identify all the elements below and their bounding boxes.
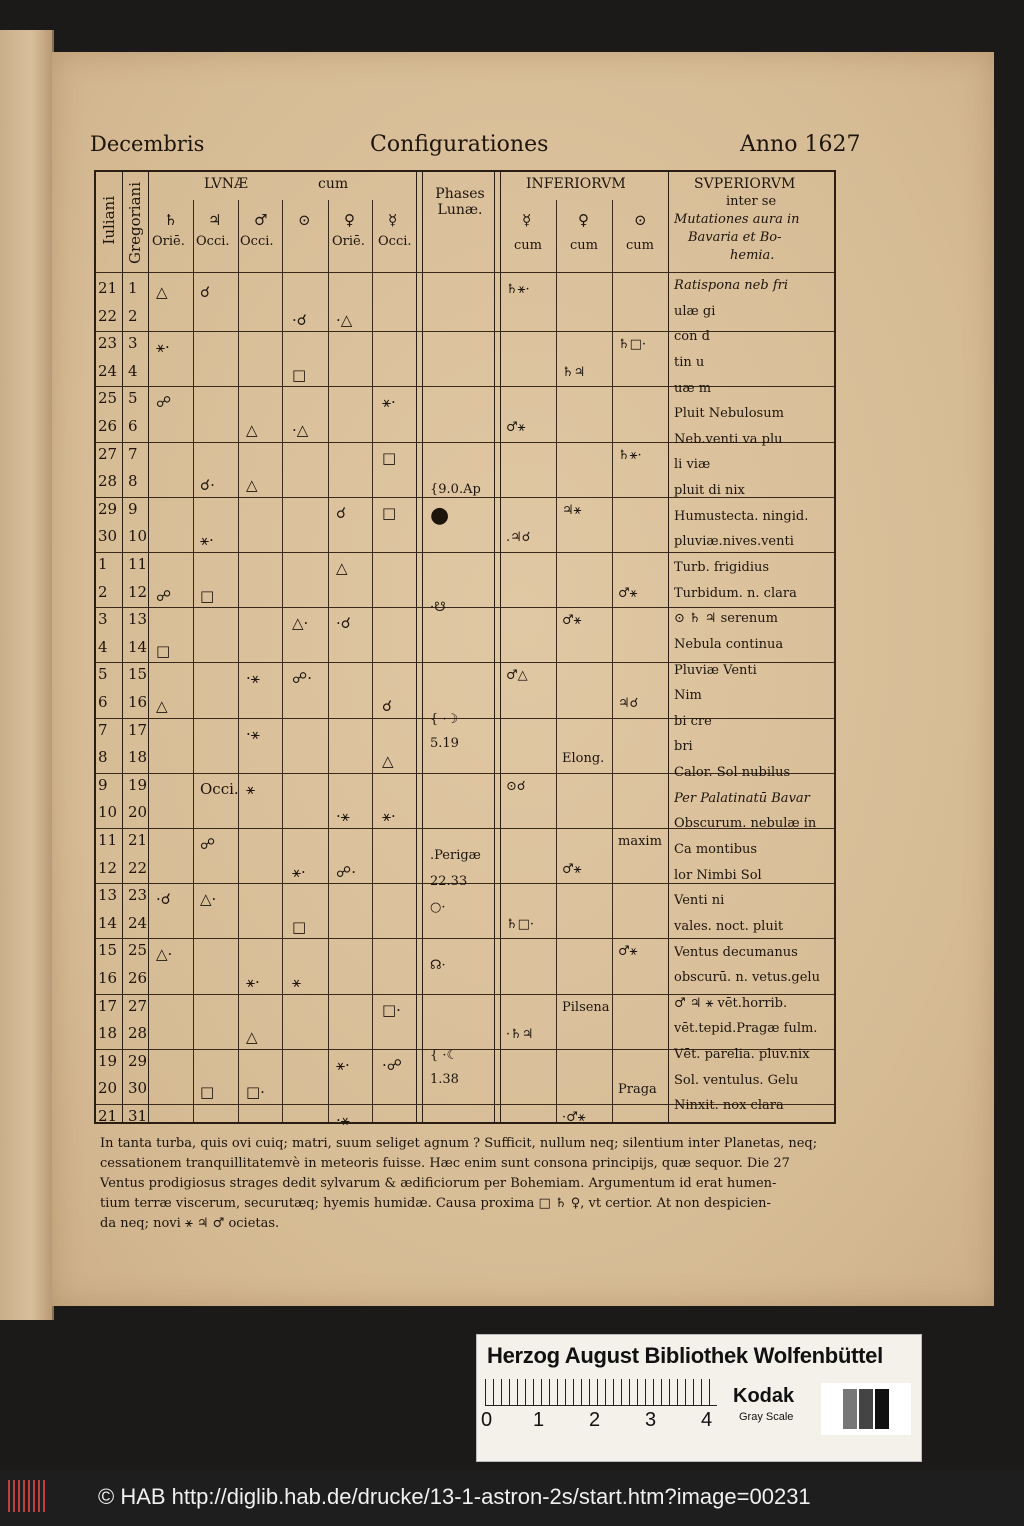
lunar-aspect-symbol: ☍· bbox=[336, 862, 356, 881]
inf-venus-symbol: ♀ bbox=[578, 211, 589, 229]
inferior-aspect-symbol: ♂⚹ bbox=[562, 861, 582, 877]
ruler-num: 4 bbox=[701, 1409, 713, 1431]
footer-bar bbox=[0, 1470, 1024, 1526]
lunar-aspect-symbol: ⚹· bbox=[382, 393, 396, 412]
julian-date: 16 bbox=[98, 969, 118, 987]
julian-date: 29 bbox=[98, 499, 118, 518]
lunar-aspect-symbol: ⚹· bbox=[246, 973, 260, 991]
running-head-left: Decembris bbox=[90, 132, 205, 156]
gregorian-date: 24 bbox=[128, 913, 148, 932]
lunar-phase-entry: 1.38 bbox=[430, 1072, 459, 1087]
header-inferiorum: INFERIORVM bbox=[526, 176, 626, 192]
weather-entry: bi cre bbox=[674, 713, 712, 729]
lunae-sub-4: Oriē. bbox=[332, 234, 365, 249]
gregorian-date: 1 bbox=[128, 279, 138, 297]
lunar-aspect-symbol: ·⚹ bbox=[336, 807, 350, 826]
inferior-aspect-symbol: ⊙☌ bbox=[506, 778, 526, 794]
inferior-aspect-symbol: ♂⚹ bbox=[562, 613, 582, 629]
lunar-aspect-symbol: ☌ bbox=[382, 697, 393, 715]
gray-swatches bbox=[821, 1383, 911, 1435]
lunar-aspect-symbol: ⚹· bbox=[200, 531, 214, 550]
lunar-aspect-symbol: ⚹· bbox=[156, 338, 170, 357]
julian-date: 5 bbox=[98, 665, 108, 684]
weather-entry: Ventus decumanus bbox=[674, 944, 798, 960]
inferior-aspect-symbol: maxim bbox=[618, 834, 662, 849]
inf-sun-symbol: ⊙ bbox=[634, 211, 647, 229]
weather-entry: Sol. ventulus. Gelu bbox=[674, 1072, 799, 1088]
julian-date: 12 bbox=[98, 858, 118, 877]
row-rule bbox=[96, 386, 834, 387]
weather-entry: Turbidum. n. clara bbox=[674, 585, 797, 601]
lunar-aspect-symbol: ☌ bbox=[336, 503, 347, 522]
inferior-aspect-symbol: Elong. bbox=[562, 751, 605, 767]
julian-date: 6 bbox=[98, 693, 108, 711]
inferior-aspect-symbol: .♃☌ bbox=[506, 530, 531, 546]
gregorian-date: 8 bbox=[128, 472, 138, 491]
inferior-aspect-symbol: ♂⚹ bbox=[618, 944, 638, 960]
ephemeris-table bbox=[94, 170, 836, 1129]
julian-date: 14 bbox=[98, 913, 118, 932]
weather-entry: Pluviæ Venti bbox=[674, 662, 757, 678]
lunar-aspect-symbol: △ bbox=[246, 476, 258, 495]
footer-link[interactable]: © HAB http://diglib.hab.de/drucke/13-1-astron-2s/start.htm?image=00231 bbox=[98, 1484, 811, 1509]
inferior-aspect-symbol: ♄⚹· bbox=[618, 447, 642, 463]
julian-date: 21 bbox=[98, 1107, 118, 1125]
ruler-num: 2 bbox=[589, 1409, 601, 1431]
gregorian-date: 31 bbox=[128, 1107, 148, 1125]
row-rule bbox=[96, 718, 834, 719]
lunar-aspect-symbol: ☍ bbox=[156, 586, 172, 605]
julian-date: 9 bbox=[98, 775, 108, 794]
inferior-aspect-symbol: Pilsena bbox=[562, 999, 610, 1015]
lunar-phase-entry: 22.33 bbox=[430, 874, 468, 889]
weather-entry: bri bbox=[674, 739, 693, 755]
weather-entry: Neb.venti va plu bbox=[674, 431, 783, 447]
left-page-edge bbox=[0, 30, 54, 1320]
julian-date: 23 bbox=[98, 334, 118, 353]
gregorian-date: 23 bbox=[128, 886, 148, 905]
gregorian-date: 27 bbox=[128, 996, 148, 1015]
gregorian-date: 3 bbox=[128, 334, 138, 353]
weather-entry: Pluit Nebulosum bbox=[674, 406, 784, 422]
header-lunae: LVNÆ bbox=[204, 176, 249, 192]
lunar-aspect-symbol: ☌· bbox=[200, 476, 215, 495]
lunar-aspect-symbol: Occi. bbox=[200, 779, 239, 798]
weather-entry: pluviæ.nives.venti bbox=[674, 534, 794, 550]
weather-entry: vales. noct. pluit bbox=[674, 918, 784, 934]
kodak-logo: Kodak bbox=[733, 1385, 795, 1407]
gregorian-date: 30 bbox=[128, 1079, 148, 1098]
weather-entry: ⊙ ♄ ♃ serenum bbox=[674, 611, 778, 627]
inferior-aspect-symbol: ♃⚹ bbox=[562, 502, 582, 518]
header-phases: Phases Lunæ. bbox=[435, 186, 485, 218]
lunar-aspect-symbol: ·△ bbox=[292, 421, 309, 439]
gregorian-date: 12 bbox=[128, 582, 148, 601]
row-rule bbox=[96, 552, 834, 553]
weather-entry: ♂ ♃ ⚹ vēt.horrib. bbox=[674, 995, 788, 1011]
footnote-line: tium terræ viscerum, securutæq; hyemis humidæ. Causa proxima □ ♄ ♀, vt certior. At non despicien- bbox=[100, 1196, 771, 1211]
lunar-aspect-symbol: △ bbox=[246, 1028, 258, 1047]
lunar-aspect-symbol: △ bbox=[336, 559, 348, 577]
julian-date: 13 bbox=[98, 886, 118, 905]
inferior-aspect-symbol: ♂⚹ bbox=[618, 585, 638, 601]
weather-entry: Vēt. parelia. pluv.nix bbox=[674, 1047, 810, 1063]
weather-entry: Obscurum. nebulæ in bbox=[674, 816, 817, 832]
lunar-aspect-symbol: ·△ bbox=[336, 310, 353, 329]
gregorian-date: 5 bbox=[128, 389, 138, 408]
footnote-line: cessationem tranquillitatemvè in meteoris fuisse. Hæc enim sunt consona principijs, quæ sequor. Die 27 bbox=[100, 1156, 790, 1171]
lunar-aspect-symbol: △· bbox=[200, 890, 217, 909]
header-lunae-cum: cum bbox=[318, 176, 349, 192]
inferior-aspect-symbol: ♂△ bbox=[506, 668, 528, 684]
lunar-aspect-symbol: □· bbox=[382, 1000, 401, 1019]
gregorian-date: 2 bbox=[128, 306, 138, 325]
gregorian-date: 7 bbox=[128, 444, 138, 463]
weather-entry: Ca montibus bbox=[674, 842, 758, 857]
inferior-aspect-symbol: ·♄♃ bbox=[506, 1027, 534, 1043]
lunar-aspect-symbol: ☍ bbox=[200, 835, 216, 853]
gregorian-date: 15 bbox=[128, 665, 148, 684]
lunae-sub-2: Occi. bbox=[240, 234, 274, 249]
gregorian-date: 10 bbox=[128, 527, 148, 546]
lunar-phase-entry: .Perigæ bbox=[430, 848, 481, 863]
weather-entry: vēt.tepid.Pragæ fulm. bbox=[674, 1021, 818, 1037]
lunar-aspect-symbol: □ bbox=[292, 365, 307, 384]
ruler-num: 1 bbox=[533, 1409, 545, 1431]
weather-entry: pluit di nix bbox=[674, 483, 745, 499]
lunae-mars-symbol: ♂ bbox=[254, 211, 268, 229]
lunar-aspect-symbol: △ bbox=[156, 283, 168, 301]
lunar-aspect-symbol: ·☍ bbox=[382, 1055, 402, 1074]
gregorian-date: 13 bbox=[128, 610, 148, 629]
footnote-line: Ventus prodigiosus strages dedit sylvarum & ædificiorum per Bohemiam. Argumentum id erat humen- bbox=[100, 1176, 777, 1191]
gregorian-date: 6 bbox=[128, 417, 138, 435]
julian-date: 22 bbox=[98, 306, 118, 325]
lunar-aspect-symbol: ·⚹ bbox=[336, 1111, 350, 1129]
julian-date: 3 bbox=[98, 610, 108, 629]
gregorian-date: 11 bbox=[128, 555, 148, 573]
lunae-jupiter-symbol: ♃ bbox=[208, 211, 222, 229]
lunae-sub-5: Occi. bbox=[378, 234, 412, 249]
weather-entry: Calor. Sol nubilus bbox=[674, 765, 791, 781]
header-superiorum: SVPERIORVM bbox=[694, 176, 796, 192]
weather-entry: Turb. frigidius bbox=[674, 560, 770, 575]
weather-entry: lor Nimbi Sol bbox=[674, 867, 762, 883]
header-sup-1: inter se bbox=[726, 194, 777, 209]
column-header-iuliani: Iuliani bbox=[100, 196, 118, 245]
header-sup-2: Mutationes aura in bbox=[674, 212, 800, 227]
inferior-aspect-symbol: ♄□· bbox=[618, 337, 647, 353]
library-color-card bbox=[476, 1334, 922, 1462]
lunae-mercury-symbol: ☿ bbox=[388, 211, 398, 229]
weather-entry: con d bbox=[674, 329, 710, 345]
inf-mercury-symbol: ☿ bbox=[522, 211, 532, 229]
inferior-aspect-symbol: ♄□· bbox=[506, 916, 535, 932]
hab-logo-icon bbox=[8, 1480, 48, 1512]
julian-date: 11 bbox=[98, 831, 118, 849]
gregorian-date: 20 bbox=[128, 803, 148, 822]
inf-cum-2: cum bbox=[626, 238, 654, 253]
card-title: Herzog August Bibliothek Wolfenbüttel bbox=[487, 1343, 883, 1368]
gregorian-date: 16 bbox=[128, 693, 148, 711]
running-head-right: Anno 1627 bbox=[740, 132, 861, 157]
julian-date: 8 bbox=[98, 748, 108, 767]
header-rule bbox=[96, 272, 834, 273]
book-page bbox=[52, 52, 994, 1306]
gregorian-date: 19 bbox=[128, 775, 148, 794]
lunar-aspect-symbol: □ bbox=[292, 917, 307, 936]
julian-date: 20 bbox=[98, 1079, 118, 1098]
julian-date: 18 bbox=[98, 1024, 118, 1043]
julian-date: 17 bbox=[98, 996, 118, 1015]
lunar-aspect-symbol: ☍ bbox=[156, 393, 172, 412]
lunar-aspect-symbol: ⚹· bbox=[292, 862, 306, 881]
lunae-sun-symbol: ⊙ bbox=[298, 211, 311, 229]
lunar-aspect-symbol: □ bbox=[382, 448, 397, 467]
lunar-aspect-symbol: □· bbox=[246, 1083, 265, 1102]
lunar-aspect-symbol: ⚹ bbox=[292, 973, 302, 991]
row-rule bbox=[96, 994, 834, 995]
lunae-venus-symbol: ♀ bbox=[344, 211, 355, 229]
lunar-phase-entry: { ·☾ bbox=[430, 1048, 459, 1063]
header-sup-4: hemia. bbox=[730, 248, 775, 263]
inf-cum-0: cum bbox=[514, 238, 542, 253]
lunar-phase-entry: ☊· bbox=[430, 958, 446, 973]
inferior-aspect-symbol: ♄♃ bbox=[562, 364, 586, 380]
julian-date: 21 bbox=[98, 279, 118, 297]
lunar-phase-entry: ○· bbox=[430, 900, 446, 915]
row-rule bbox=[96, 331, 834, 332]
gregorian-date: 25 bbox=[128, 941, 148, 960]
lunar-aspect-symbol: ·☌ bbox=[156, 890, 171, 909]
julian-date: 1 bbox=[98, 555, 108, 573]
ruler-num: 0 bbox=[481, 1409, 493, 1431]
weather-entry: obscurū. n. vetus.gelu bbox=[674, 970, 820, 986]
gregorian-date: 9 bbox=[128, 499, 138, 518]
inferior-aspect-symbol: Praga bbox=[618, 1082, 657, 1098]
gregorian-date: 22 bbox=[128, 858, 148, 877]
julian-date: 15 bbox=[98, 941, 118, 960]
footnote bbox=[100, 1134, 830, 1234]
weather-entry: Humustecta. ningid. bbox=[674, 508, 809, 524]
inferior-aspect-symbol: ♂⚹ bbox=[506, 420, 526, 435]
lunar-aspect-symbol: □ bbox=[156, 641, 171, 660]
gregorian-date: 29 bbox=[128, 1051, 148, 1070]
gregorian-date: 26 bbox=[128, 969, 148, 987]
header-sup-3: Bavaria et Bo- bbox=[688, 230, 782, 245]
weather-entry: uæ m bbox=[674, 380, 712, 396]
lunar-phase-entry: { ·☽ bbox=[430, 712, 459, 727]
julian-date: 2 bbox=[98, 582, 108, 601]
lunar-phase-entry: ● bbox=[430, 503, 450, 528]
footnote-line: da neq; novi ⚹ ♃ ♂ ocietas. bbox=[100, 1216, 280, 1231]
julian-date: 10 bbox=[98, 803, 118, 822]
julian-date: 30 bbox=[98, 527, 118, 546]
weather-entry: li viæ bbox=[674, 457, 711, 473]
lunar-aspect-symbol: △ bbox=[246, 421, 258, 439]
inferior-aspect-symbol: ♃☌ bbox=[618, 696, 639, 711]
lunar-aspect-symbol: △ bbox=[382, 752, 394, 771]
julian-date: 25 bbox=[98, 389, 118, 408]
inf-cum-1: cum bbox=[570, 238, 598, 253]
lunar-aspect-symbol: ·☌ bbox=[292, 310, 307, 329]
row-rule bbox=[96, 938, 834, 939]
lunar-phase-entry: 5.19 bbox=[430, 736, 459, 751]
lunar-aspect-symbol: ·☌ bbox=[336, 614, 351, 633]
gregorian-date: 4 bbox=[128, 361, 138, 380]
weather-entry: Ninxit. nox clara bbox=[674, 1098, 784, 1114]
lunar-aspect-symbol: ⚹· bbox=[336, 1055, 350, 1074]
gregorian-date: 14 bbox=[128, 637, 148, 656]
julian-date: 19 bbox=[98, 1051, 118, 1070]
gregorian-date: 28 bbox=[128, 1024, 148, 1043]
gray-scale-label: Gray Scale bbox=[739, 1411, 794, 1423]
lunar-aspect-symbol: ☌ bbox=[200, 283, 211, 301]
column-header-gregoriani: Gregoriani bbox=[126, 182, 144, 265]
lunar-aspect-symbol: △ bbox=[156, 697, 168, 715]
weather-entry: Nim bbox=[674, 688, 702, 704]
lunar-aspect-symbol: ⚹ bbox=[246, 779, 256, 798]
lunar-aspect-symbol: □ bbox=[382, 503, 397, 522]
lunae-saturn-symbol: ♄ bbox=[164, 211, 178, 229]
lunar-phase-entry: ·☋ bbox=[430, 600, 446, 615]
inferior-aspect-symbol: ♄⚹· bbox=[506, 282, 530, 297]
julian-date: 4 bbox=[98, 637, 108, 656]
row-rule bbox=[96, 607, 834, 608]
weather-entry: Venti ni bbox=[674, 893, 725, 909]
weather-entry: Ratispona neb fri bbox=[674, 278, 788, 293]
lunar-aspect-symbol: ·⚹ bbox=[246, 669, 260, 688]
julian-date: 7 bbox=[98, 720, 108, 739]
weather-entry: ulæ gi bbox=[674, 303, 716, 319]
gregorian-date: 18 bbox=[128, 748, 148, 767]
lunae-sub-0: Oriē. bbox=[152, 234, 185, 249]
lunar-aspect-symbol: □ bbox=[200, 1083, 215, 1102]
scale-ruler bbox=[485, 1379, 717, 1406]
julian-date: 28 bbox=[98, 472, 118, 491]
lunar-phase-entry: {9.0.Ap bbox=[430, 482, 481, 497]
julian-date: 27 bbox=[98, 444, 118, 463]
lunar-aspect-symbol: ⚹· bbox=[382, 807, 396, 826]
lunar-aspect-symbol: △· bbox=[156, 945, 173, 964]
gregorian-date: 17 bbox=[128, 720, 148, 739]
inferior-aspect-symbol: ·♂⚹ bbox=[562, 1110, 586, 1125]
lunar-aspect-symbol: ·⚹ bbox=[246, 724, 260, 743]
julian-date: 26 bbox=[98, 417, 118, 435]
lunar-aspect-symbol: △· bbox=[292, 614, 309, 633]
footnote-line: In tanta turba, quis ovi cuiq; matri, suum seliget agnum ? Sufficit, nullum neq; silentium inter Planetas, neq; bbox=[100, 1136, 818, 1151]
running-head-center: Configurationes bbox=[370, 132, 549, 157]
ruler-num: 3 bbox=[645, 1409, 657, 1431]
lunae-sub-1: Occi. bbox=[196, 234, 230, 249]
lunar-aspect-symbol: □ bbox=[200, 586, 215, 605]
lunar-aspect-symbol: ☍· bbox=[292, 669, 312, 688]
julian-date: 24 bbox=[98, 361, 118, 380]
weather-entry: Per Palatinatū Bavar bbox=[674, 790, 810, 806]
weather-entry: Nebula continua bbox=[674, 636, 784, 652]
weather-entry: tin u bbox=[674, 354, 705, 370]
running-head bbox=[90, 132, 861, 166]
gregorian-date: 21 bbox=[128, 831, 148, 849]
